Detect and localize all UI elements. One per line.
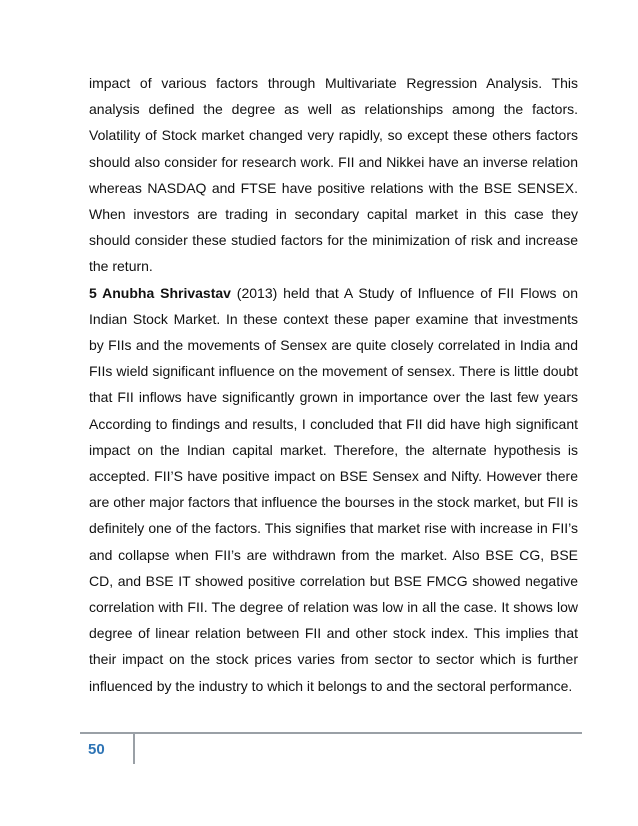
paragraph-2-text: (2013) held that A Study of Influence of FII Flows on Indian Stock Market. In these context these paper examine that investments by FIIs and the movements of Sensex are quite closely correlated in India and FIIs wield significant influence on the movement of sensex. There is little doubt that FII inflows have significantly grown in importance over the last few years According to findings and results, I concluded that FII did have high significant impact on the Indian capital market. Therefore, the alternate hypothesis is accepted. FII’S have positive impact on BSE Sensex and Nifty. However there are other major factors that influence the bourses in the stock market, but FII is definitely one of the factors. This signifies that market rise with increase in FII’s and collapse when FII’s are withdrawn from the market. Also BSE CG, BSE CD, and BSE IT showed positive correlation but BSE FMCG showed negative correlation with FII. The degree of relation was low in all the case. It shows low degree of linear relation between FII and other stock index. This implies that their impact on the stock prices varies from sector to sector which is further influenced by the industry to which it belongs to and the sectoral performance. [89, 284, 578, 694]
footer-rule [80, 732, 582, 734]
paragraph-1: impact of various factors through Multivariate Regression Analysis. This analysis defined the degree as well as relationships among the factors. Volatility of Stock market changed very rapidly, so except these others factors should also consider for research work. FII and Nikkei have an inverse relation whereas NASDAQ and FTSE have positive relations with the BSE SENSEX. When investors are trading in secondary capital market in this case they should consider these studied factors for the minimization of risk and increase the return. [89, 75, 578, 275]
page-footer [80, 732, 582, 772]
footer-divider [133, 734, 135, 764]
body-text [89, 70, 578, 699]
author-name: 5 Anubha Shrivastav [89, 284, 231, 301]
page-number: 50 [88, 741, 105, 758]
paragraph-2 [89, 280, 578, 699]
